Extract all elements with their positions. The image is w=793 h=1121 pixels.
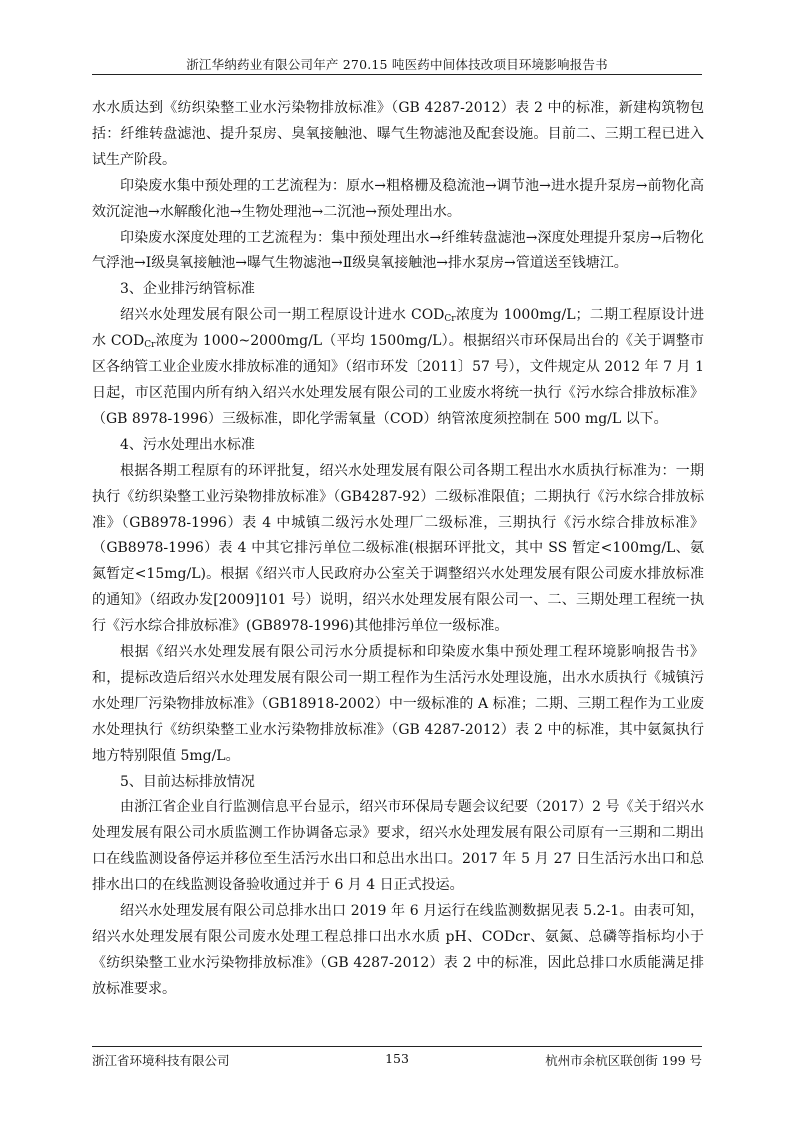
section-heading: 4、污水处理出水标准 [120,436,255,453]
subscript: Cr [144,340,156,351]
footer-address: 杭州市余杭区联创街 199 号 [545,1053,702,1068]
footer-company: 浙江省环境科技有限公司 [92,1053,230,1068]
footer-divider [92,1046,702,1047]
paragraph: 印染废水深度处理的工艺流程为：集中预处理出水→纤维转盘滤池→深度处理提升泵房→后物化气浮池→Ⅰ级臭氧接触池→曝气生物滤池→Ⅱ级臭氧接触池→排水泵房→管道送至钱塘江。 [92,229,704,272]
text-run: 绍兴水处理发展有限公司一期工程原设计进水 COD [120,307,445,324]
section-heading: 5、目前达标排放情况 [120,773,255,790]
paragraph: 根据《绍兴水处理发展有限公司污水分质提标和印染废水集中预处理工程环境影响报告书》和，提标改造后绍兴水处理发展有限公司一期工程作为生活污水处理设施，出水水质执行《城镇污水处理厂污染物排放标准》（GB18918-2002）中一级标准的 A 标准；二期、三期工程作为工业废水处理执行《纺织染整工业水污染物排放标准》（GB 4287-2012）表 2 中的标准，其中氨氮执行地方特别限值 5mg/L。 [92,644,704,764]
paragraph: 印染废水集中预处理的工艺流程为：原水→粗格栅及稳流池→调节池→进水提升泵房→前物化高效沉淀池→水解酸化池→生物处理池→二沉池→预处理出水。 [92,177,704,220]
paragraph: 水水质达到《纺织染整工业水污染物排放标准》（GB 4287-2012）表 2 中的标准，新建构筑物包括：纤维转盘滤池、提升泵房、臭氧接触池、曝气生物滤池及配套设施。目前二、三期工程已进入试生产阶段。 [92,100,704,168]
paragraph: 根据各期工程原有的环评批复，绍兴水处理发展有限公司各期工程出水水质执行标准为：一期执行《纺织染整工业污染物排放标准》（GB4287-92）二级标准限值；二期执行《污水综合排放标准》（GB8978-1996）表 4 中城镇二级污水处理厂二级标准，三期执行《污水综合排放标准》（GB8978-1996）表 4 中其它排污单位二级标准(根据环评批文，其中 SS 暂定<100mg/L、氨氮暂定<15mg/L)。根据《绍兴市人民政府办公室关于调整绍兴水处理发展有限公司废水排放标准的通知》（绍政办发[2009]101 号）说明，绍兴水处理发展有限公司一、二、三期处理工程统一执行《污水综合排放标准》(GB8978-1996)其他排污单位一级标准。 [92,462,704,635]
page-number: 153 [385,1051,409,1066]
running-footer [92,1051,702,1069]
header-divider [92,74,702,75]
section-heading: 3、企业排污纳管标准 [120,281,255,298]
paragraph: 绍兴水处理发展有限公司总排水出口 2019 年 6 月运行在线监测数据见表 5.2-1。由表可知，绍兴水处理发展有限公司废水处理工程总排口出水水质 pH、CODcr、氨氮、总磷等指标均小于《纺织染整工业水污染物排放标准》（GB 4287-2012）表 2 中的标准，因此总排口水质能满足排放标准要求。 [92,903,704,997]
paragraph [92,303,704,433]
text-run: 浓度为 1000~2000mg/L（平均 1500mg/L）。根据绍兴市环保局出台的《关于调整市区各纳管工业企业废水排放标准的通知》（绍市环发〔2011〕57 号），文件规定从 2012 年 7 月 1 日起，市区范围内所有纳入绍兴水处理发展有限公司的工业废水将统一执行《污水综合排放标准》（GB 8978-1996）三级标准，即化学需氧量（COD）纳管浓度须控制在 500 mg/L 以下。 [92,333,704,427]
running-header: 浙江华纳药业有限公司年产 270.15 吨医药中间体技改项目环境影响报告书 [186,57,608,72]
text-run: 浓度为 1000mg/L；二期工程原设计进水 COD [92,307,704,350]
paragraph: 由浙江省企业自行监测信息平台显示，绍兴市环保局专题会议纪要（2017）2 号《关于绍兴水处理发展有限公司水质监测工作协调备忘录》要求，绍兴水处理发展有限公司原有一三期和二期出口在线监测设备停运并移位至生活污水出口和总出水出口。2017 年 5 月 27 日生活污水出口和总排水出口的在线监测设备验收通过并于 6 月 4 日正式投运。 [92,799,704,894]
subscript: Cr [444,314,456,325]
body-content [92,96,704,1003]
